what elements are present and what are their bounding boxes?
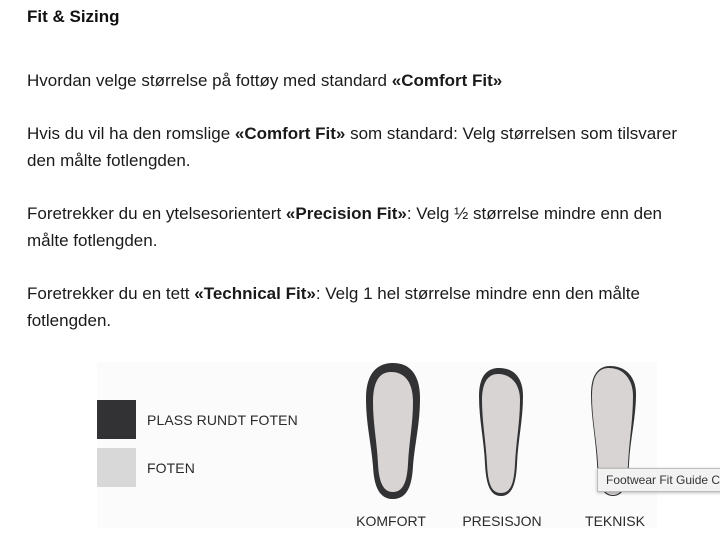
p4-text-after: : Velg 1 hel størrelse mindre enn den målte fotlengden. <box>27 284 640 330</box>
foot-presisjon-icon <box>475 362 527 502</box>
paragraph-comfort-fit <box>27 120 707 174</box>
p1-text-before: Hvordan velge størrelse på fottøy med standard <box>27 71 392 90</box>
p2-text-before: Hvis du vil ha den romslige <box>27 124 235 143</box>
paragraph-technical-fit <box>27 280 707 334</box>
fit-guide-figure <box>97 362 657 528</box>
p3-bold: «Precision Fit» <box>285 204 407 223</box>
legend-label-foot: FOTEN <box>147 460 195 476</box>
p4-bold: «Technical Fit» <box>194 284 316 303</box>
legend-swatch-space <box>97 400 136 439</box>
p2-bold: «Comfort Fit» <box>234 124 346 143</box>
legend-swatch-foot <box>97 448 136 487</box>
p4-text-before: Foretrekker du en tett <box>27 284 195 303</box>
foot-komfort-icon <box>365 362 421 502</box>
p1-bold: «Comfort Fit» <box>391 71 503 90</box>
foot-label-presisjon: PRESISJON <box>462 513 542 529</box>
foot-label-komfort: KOMFORT <box>356 513 426 529</box>
section-heading: Fit & Sizing <box>27 7 120 26</box>
p2-text-after: som standard: Velg størrelsen som tilsvarer den målte fotlengden. <box>27 124 677 170</box>
p3-text-after: : Velg ½ størrelse mindre enn den målte fotlengden. <box>27 204 662 250</box>
image-tooltip: Footwear Fit Guide C <box>597 468 720 492</box>
paragraph-comfort-intro <box>27 67 707 94</box>
paragraph-precision-fit <box>27 200 707 254</box>
p3-text-before: Foretrekker du en ytelsesorientert <box>27 204 286 223</box>
legend-label-space: PLASS RUNDT FOTEN <box>147 412 298 428</box>
foot-label-teknisk: TEKNISK <box>585 513 645 529</box>
